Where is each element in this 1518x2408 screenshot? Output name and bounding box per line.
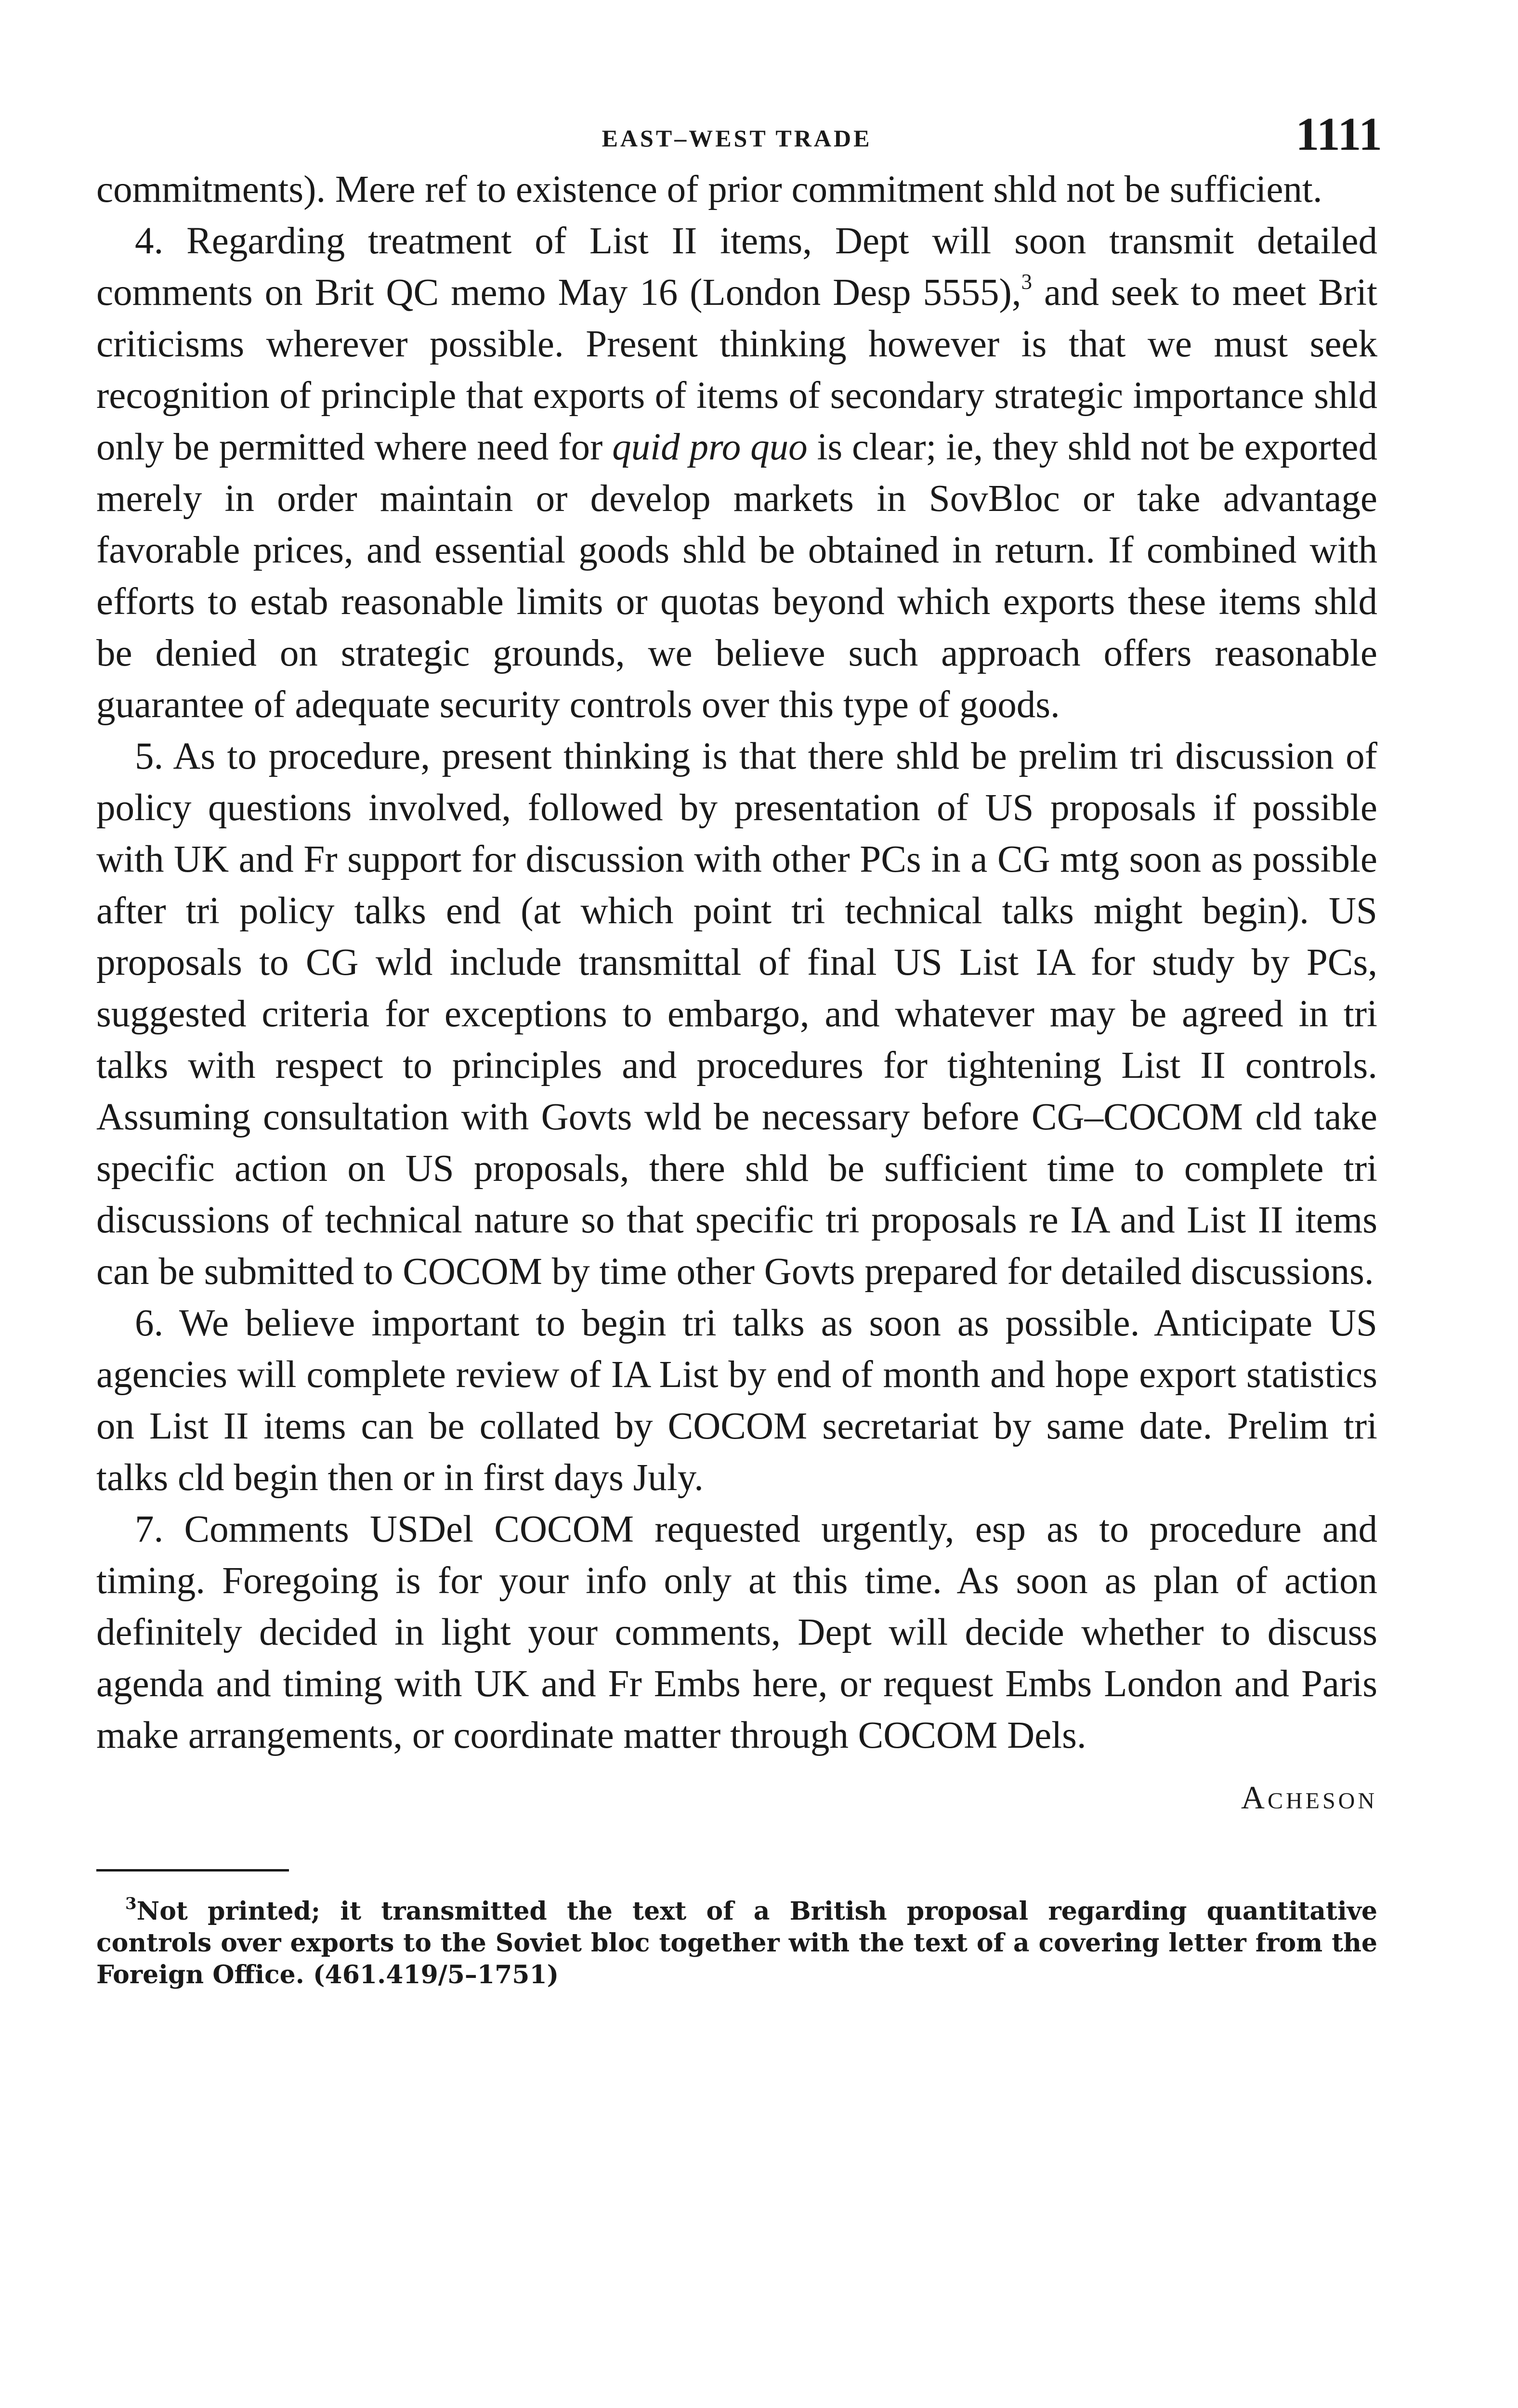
footnote-reference: 3 — [1021, 270, 1033, 294]
footnote-marker: 3 — [125, 1894, 137, 1913]
paragraph-6: 6. We believe important to begin tri talks as soon as possible. Anticipate US agencies will complete review of IA List by end of month and hope export statistics on List II items can be collated by COCOM secretariat by same date. Prelim tri talks cld begin then or in first days July. — [96, 1302, 1377, 1499]
document-page — [96, 108, 1382, 1991]
paragraph-4 — [96, 215, 1377, 731]
paragraph-5: 5. As to procedure, present thinking is that there shld be prelim tri discussion of policy questions involved, followed by presentation of US proposals if possible with UK and Fr support for discussion with other PCs in a CG mtg soon as possible after tri policy talks end (at which point tri technical talks might begin). US proposals to CG wld include transmittal of final US List IA for study by PCs, suggested criteria for exceptions to embargo, and whatever may be agreed in tri talks with respect to principles and procedures for tightening List II controls. Assuming consultation with Govts wld be necessary before CG–COCOM cld take specific action on US proposals, there shld be sufficient time to complete tri discussions of technical nature so that specific tri proposals re IA and List II items can be submitted to COCOM by time other Govts prepared for detailed discussions. — [96, 735, 1377, 1293]
paragraph-7: 7. Comments USDel COCOM requested urgently, esp as to procedure and timing. Foregoing is for your info only at this time. As soon as plan of action definitely decided in light your comments, Dept will decide whether to discuss agenda and timing with UK and Fr Embs here, or request Embs London and Paris make arrangements, or coordinate matter through COCOM Dels. — [96, 1508, 1377, 1756]
paragraph-4-text-c: is clear; ie, they shld not be exported merely in order maintain or develop markets in SovBloc or take advantage favorable prices, and essential goods shld be obtained in return. If combined with efforts to estab reasonable limits or quotas beyond which exports these items shld be denied on strategic grounds, we believe such approach offers reasonable guarantee of adequate security controls over this type of goods. — [96, 426, 1377, 726]
paragraph-4-text-a: 4. Regarding treatment of List II items, Dept will soon transmit detailed comments on Brit QC memo May 16 (London Desp 5555), — [96, 220, 1377, 314]
paragraph-4-text-b: and seek to meet Brit criticisms wherever possible. Present thinking however is that we must seek recognition of principle that exports of items of secondary strategic importance shld only be permitted where need for — [96, 272, 1377, 468]
paragraph-continued: commitments). Mere ref to existence of prior commitment shld not be sufficient. — [96, 169, 1322, 210]
footnote — [96, 1896, 1377, 1991]
footnote-text: Not printed; it transmitted the text of a British proposal regarding quantitative controls over exports to the Soviet bloc together with the text of a covering letter from the Foreign Office. (461.419/5–1751) — [96, 1897, 1377, 1989]
body-text — [96, 164, 1377, 1823]
running-title: EAST–WEST TRADE — [602, 125, 872, 152]
signature: Acheson — [1241, 1779, 1377, 1816]
italic-phrase: quid pro quo — [612, 426, 808, 468]
page-number: 1111 — [1296, 108, 1382, 160]
running-head — [96, 108, 1382, 164]
footnote-rule — [96, 1869, 289, 1871]
